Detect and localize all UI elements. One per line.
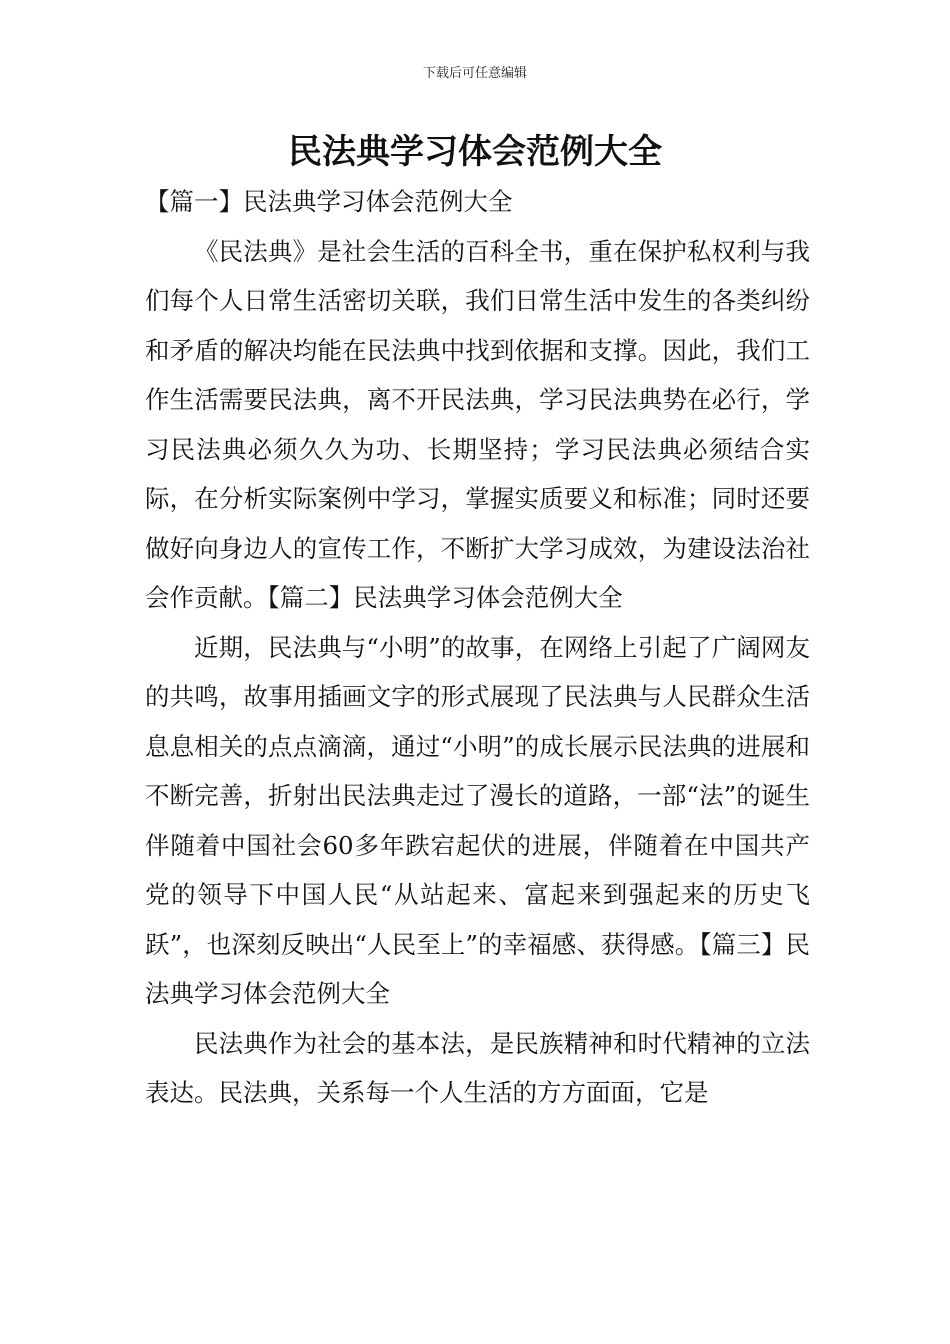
paragraph-1: 《民法典》是社会生活的百科全书，重在保护私权利与我们每个人日常生活密切关联，我们日常生活中发生的各类纠纷和矛盾的解决均能在民法典中找到依据和支撑。因此，我们工作生活需要民法典，离不开民法典，学习民法典势在必行，学习民法典必须久久为功、长期坚持；学习民法典必须结合实际，在分析实际案例中学习，掌握实质要义和标准；同时还要做好向身边人的宣传工作，不断扩大学习成效，为建设法治社会作贡献。【篇二】民法典学习体会范例大全	[145, 236, 810, 612]
document-title: 民法典学习体会范例大全	[288, 132, 662, 172]
paragraph-3: 民法典作为社会的基本法，是民族精神和时代精神的立法表达。民法典，关系每一个人生活的方方面面，它是	[145, 1028, 810, 1107]
section-heading-1: 【篇一】民法典学习体会范例大全	[145, 187, 513, 216]
header-note: 下载后可任意编辑	[422, 66, 527, 81]
document-body	[145, 177, 810, 1118]
paragraph-2: 近期，民法典与“小明”的故事，在网络上引起了广阔网友的共鸣，故事用插画文字的形式展现了民法典与人民群众生活息息相关的点点滴滴，通过“小明”的成长展示民法典的进展和不断完善，折射出民法典走过了漫长的道路，一部“法”的诞生伴随着中国社会60多年跌宕起伏的进展，伴随着在中国共产党的领导下中国人民“从站起来、富起来到强起来的历史飞跃”，也深刻反映出“人民至上”的幸福感、获得感。【篇三】民法典学习体会范例大全	[145, 632, 810, 1008]
